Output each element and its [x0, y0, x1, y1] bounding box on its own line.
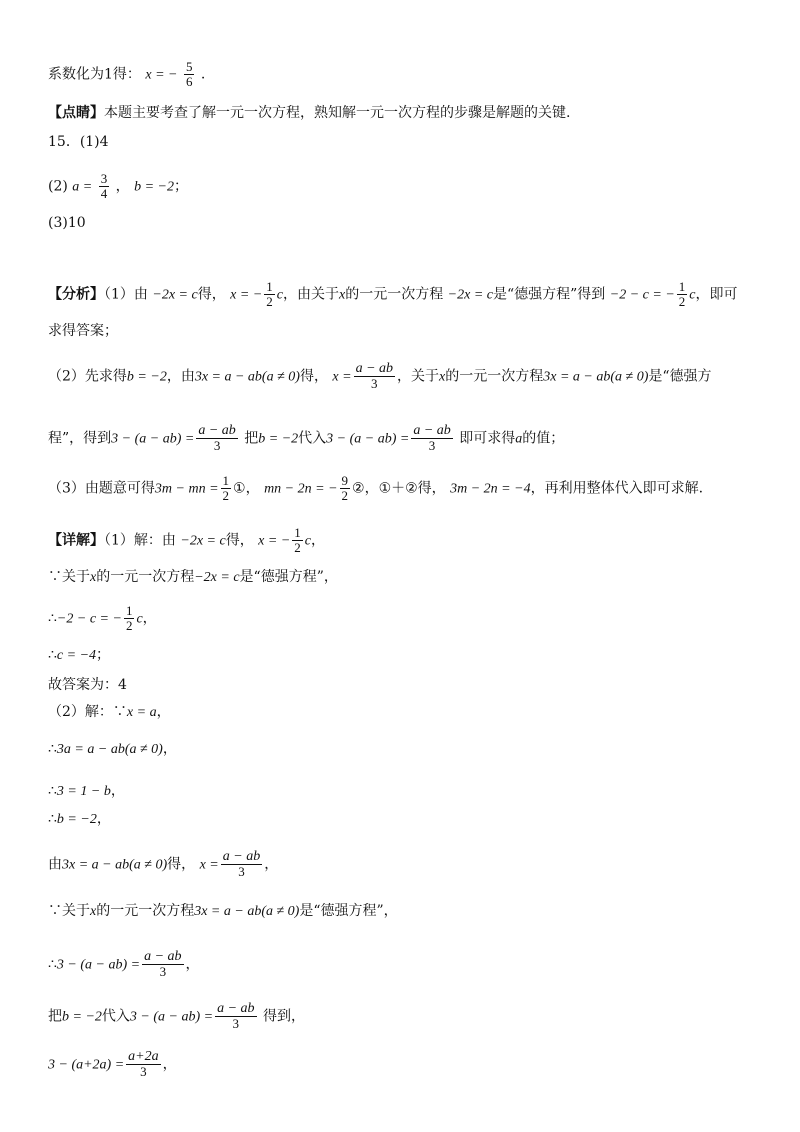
text: ∵关于	[48, 569, 90, 585]
equation: −2 − c = −	[56, 611, 122, 627]
equation: 3m − 2n = −4	[450, 481, 531, 497]
text: 得，	[167, 856, 196, 873]
line-fenxi-2	[48, 362, 760, 391]
equation: x = −	[230, 287, 263, 303]
text: 系数化为1得：	[48, 66, 141, 83]
fraction	[411, 424, 452, 453]
text: ，	[156, 704, 171, 720]
fraction	[221, 850, 262, 879]
line-q15-1	[48, 133, 760, 151]
text: ，	[115, 178, 130, 195]
equation: 3 − (a − ab) =	[326, 431, 410, 447]
text: 即可求得	[459, 430, 516, 447]
denominator: 2	[341, 488, 349, 503]
text: 是“德强方程”，	[299, 903, 398, 919]
denominator: 2	[266, 294, 273, 309]
text: ，由关于	[282, 286, 339, 303]
equation: −2x = c	[194, 570, 240, 585]
denominator: 4	[100, 186, 108, 201]
text: ；	[96, 647, 111, 663]
equation: 3 − (a − ab) =	[56, 957, 141, 973]
line-q15-2	[48, 172, 760, 201]
equation: −2 − c = −	[609, 287, 675, 303]
denominator: 3	[232, 1016, 240, 1031]
line-because-2	[48, 902, 760, 921]
equation: mn − 2n = −	[264, 481, 338, 497]
variable: a	[515, 431, 523, 447]
line-xiangjie	[48, 526, 760, 555]
denominator: 3	[159, 964, 167, 979]
text: ∴	[48, 610, 57, 627]
text: ，再利用整体代入即可求解.	[530, 480, 704, 497]
line-result	[48, 1050, 760, 1079]
text: 本题主要考查了解一元一次方程，熟知解一元一次方程的步骤是解题的关键.	[104, 105, 571, 121]
equation: x = a	[126, 705, 157, 720]
numerator: 9	[341, 473, 349, 488]
numerator: 5	[185, 59, 193, 74]
line-fenxi-cont	[48, 322, 760, 340]
line-solve-2	[48, 703, 760, 722]
numerator: a − ab	[222, 849, 261, 864]
text: 的一元一次方程	[445, 368, 544, 385]
fraction	[292, 526, 303, 555]
numerator: 1	[294, 525, 301, 540]
fraction	[196, 424, 237, 453]
denominator: 2	[294, 540, 301, 555]
equation: x =	[332, 369, 352, 385]
numerator: 3	[100, 171, 108, 186]
text: ②，①＋②得，	[352, 480, 446, 497]
text: ∵关于	[48, 903, 90, 919]
numerator: a − ab	[198, 423, 236, 438]
line-therefore-5	[48, 810, 760, 829]
numerator: a+2a	[128, 1049, 159, 1064]
fraction	[124, 604, 135, 633]
text: 把	[244, 430, 259, 447]
text: ，	[142, 610, 157, 627]
text: 故答案为：4	[48, 677, 127, 693]
text: ，即可	[695, 286, 738, 303]
text: ；	[174, 178, 188, 195]
text: ，	[264, 856, 279, 873]
text: ∴	[48, 783, 57, 799]
text: ①，	[233, 480, 260, 497]
text: 是“德强方程”得到	[492, 286, 606, 303]
denominator: 3	[140, 1064, 147, 1079]
line-therefore-1	[48, 604, 760, 633]
line-from-eq	[48, 850, 760, 879]
line-answer-1	[48, 676, 760, 694]
equation: 3x = a − ab(a ≠ 0)	[194, 904, 300, 919]
denominator: 2	[678, 294, 686, 309]
variable: c	[136, 611, 143, 627]
text: 得，	[197, 286, 226, 303]
equation: −2x = c	[180, 533, 226, 549]
denominator: 3	[238, 864, 245, 879]
fraction	[215, 1002, 256, 1031]
numerator: 1	[678, 279, 686, 294]
line-because-1	[48, 568, 760, 587]
text: （2）解：∵	[48, 704, 127, 720]
variable: c	[276, 287, 283, 303]
text: ∴	[48, 647, 57, 663]
line-fenxi-3	[48, 474, 760, 503]
text: 的值；	[522, 430, 565, 447]
text: 代入	[298, 430, 327, 447]
text: 得到，	[262, 1008, 305, 1025]
text: 的一元一次方程	[96, 903, 195, 919]
equation: c = −4	[56, 648, 97, 663]
equation: b = −2	[56, 812, 97, 827]
line-substitute	[48, 1002, 760, 1031]
text: 的一元一次方程	[345, 286, 444, 303]
text: 程”，得到	[48, 430, 112, 447]
equation: 3 = 1 − b	[56, 784, 111, 799]
line-therefore-2	[48, 646, 760, 665]
text: 由	[48, 856, 62, 873]
fraction	[677, 280, 688, 309]
variable: x	[90, 570, 97, 585]
line-coefficient	[48, 60, 760, 89]
numerator: a − ab	[413, 423, 451, 438]
equation: b = −2	[134, 179, 174, 195]
section-tag: 【详解】	[48, 532, 104, 549]
equation: x =	[199, 857, 219, 873]
variable: c	[304, 533, 311, 549]
text: 15．(1)4	[48, 134, 109, 150]
numerator: a − ab	[355, 361, 394, 376]
text: ，	[185, 956, 200, 973]
denominator: 2	[125, 618, 133, 633]
equation: b = −2	[62, 1009, 102, 1025]
equation: 3x = a − ab(a ≠ 0)	[194, 369, 300, 385]
text: ∴	[48, 811, 57, 827]
text: .	[200, 66, 206, 83]
denominator: 3	[371, 376, 378, 391]
equation: 3 − (a+2a) =	[48, 1057, 125, 1073]
line-dianjing	[48, 104, 760, 122]
text: （1）由	[104, 286, 148, 303]
equation: b = −2	[126, 369, 167, 385]
variable: x	[90, 904, 97, 919]
text: 代入	[101, 1008, 130, 1025]
text: ，	[96, 811, 111, 827]
fraction	[264, 280, 275, 309]
text: 把	[48, 1008, 62, 1025]
fraction	[340, 474, 351, 503]
equation: 3x = a − ab(a ≠ 0)	[62, 857, 168, 873]
numerator: 1	[266, 279, 273, 294]
equation: −2x = c	[152, 287, 198, 303]
fraction	[126, 1050, 160, 1079]
numerator: 1	[125, 603, 133, 618]
text: 得，	[299, 368, 328, 385]
denominator: 2	[222, 488, 230, 503]
text: (3)10	[48, 215, 86, 231]
numerator: a − ab	[144, 949, 182, 964]
text: 求得答案；	[48, 323, 118, 339]
line-q15-3	[48, 214, 760, 232]
text: （2）先求得	[48, 368, 127, 385]
text: （1）解：由	[104, 532, 176, 549]
line-fenxi	[48, 280, 760, 309]
equation: 3x = a − ab(a ≠ 0)	[543, 369, 649, 385]
line-therefore-3	[48, 740, 760, 759]
denominator: 3	[428, 438, 436, 453]
section-tag: 【分析】	[48, 286, 104, 303]
text: 是“德强方程”，	[239, 569, 338, 585]
text: 是“德强方	[648, 368, 712, 385]
equation: 3 − (a − ab) =	[129, 1009, 214, 1025]
equation: 3m − mn =	[154, 481, 219, 497]
text: ∴	[48, 956, 57, 973]
denominator: 3	[213, 438, 221, 453]
equation: b = −2	[258, 431, 299, 447]
text: ，	[310, 532, 325, 549]
numerator: a − ab	[217, 1001, 255, 1016]
equation: a =	[72, 179, 93, 195]
denominator: 6	[185, 74, 193, 89]
line-therefore-6	[48, 950, 760, 979]
fraction	[184, 60, 195, 89]
variable: c	[689, 287, 696, 303]
fraction	[221, 474, 232, 503]
line-therefore-4	[48, 782, 760, 801]
equation: x = −	[258, 533, 291, 549]
text: 得，	[225, 532, 254, 549]
equation: −2x = c	[447, 287, 493, 303]
equation: 3 − (a − ab) =	[111, 431, 195, 447]
text: ，	[110, 783, 125, 799]
text: (2)	[48, 178, 73, 195]
section-tag: 【点睛】	[48, 105, 104, 121]
equation: 3a = a − ab(a ≠ 0)	[56, 742, 163, 757]
fraction	[142, 950, 183, 979]
text: ，由	[166, 368, 195, 385]
text: ，	[162, 741, 177, 757]
numerator: 1	[222, 473, 230, 488]
fraction	[354, 362, 395, 391]
text: （3）由题意可得	[48, 480, 155, 497]
text: ，关于	[397, 368, 440, 385]
text: 的一元一次方程	[96, 569, 195, 585]
text: ∴	[48, 741, 57, 757]
line-fenxi-2-cont	[48, 424, 760, 453]
equation: x = −	[145, 67, 178, 83]
text: ，	[162, 1056, 177, 1073]
variable: x	[439, 369, 446, 385]
fraction	[99, 172, 110, 201]
variable: x	[338, 287, 346, 303]
